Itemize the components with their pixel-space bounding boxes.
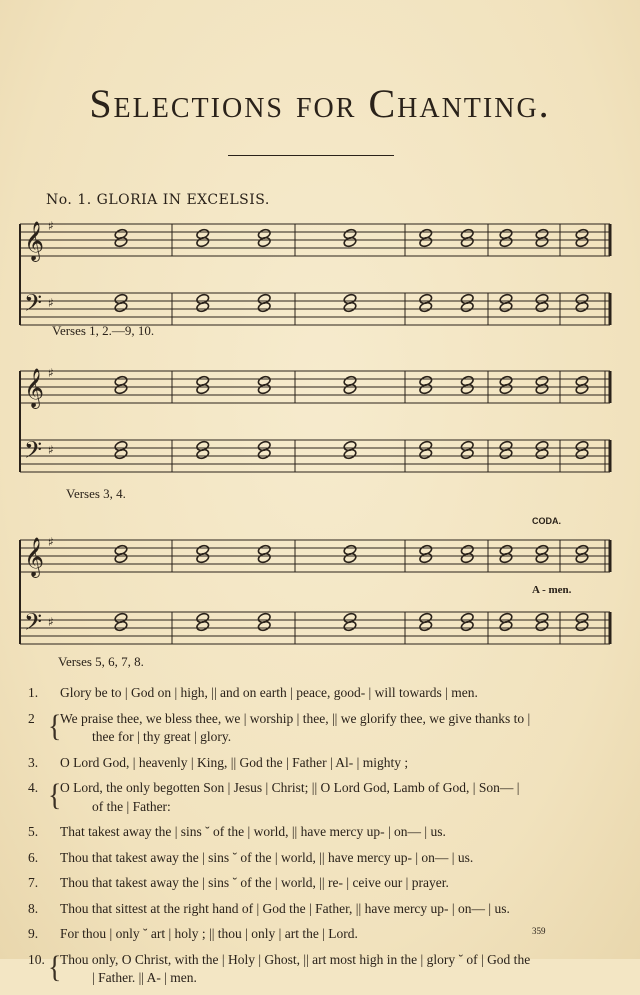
verse-1: [28, 684, 618, 703]
verse-text: Glory be to | God on | high, || and on earth | peace, good- | will towards | men.: [60, 685, 478, 700]
bass-clef-icon: 𝄢: [24, 608, 43, 641]
bass-clef-icon: 𝄢: [24, 289, 43, 322]
verse-text: Thou that takest away the | sins ˘ of the | world, || re- | ceive our | prayer.: [60, 875, 449, 890]
sharp-icon: ♯: [48, 443, 54, 457]
sharp-icon: ♯: [48, 615, 54, 629]
brace-icon: {: [48, 708, 62, 743]
verse-continuation: thee for | thy great | glory.: [92, 729, 232, 744]
sharp-icon: ♯: [48, 296, 54, 310]
verse-number: 6.: [28, 849, 39, 865]
verse-continuation: of the | Father:: [92, 798, 171, 814]
verse-label-1: Verses 1, 2.—9, 10.: [52, 323, 155, 338]
treble-clef-icon: 𝄞: [24, 368, 45, 408]
page-number: 359: [532, 926, 546, 936]
verse-number: 3.: [28, 754, 39, 770]
verse-text: Thou only, O Christ, with the | Holy | Ghost, || art most high in the | glory ˘ of | God the: [60, 951, 531, 967]
verse-text: That takest away the | sins ˘ of the | world, || have mercy up- | on— | us.: [60, 824, 446, 839]
verse-number: 5.: [28, 824, 39, 839]
amen-lyric: A - men.: [532, 584, 572, 596]
verse-10: [28, 951, 618, 988]
treble-clef-icon: 𝄞: [24, 221, 45, 261]
verse-number: 8.: [28, 900, 39, 916]
verse-continuation: | Father. || A- | men.: [92, 970, 197, 985]
verse-9: [28, 925, 618, 944]
verse-label-3: Verses 5, 6, 7, 8.: [58, 654, 144, 669]
verse-text: Thou that takest away the | sins ˘ of the | world, || have mercy up- | on— | us.: [60, 849, 474, 865]
treble-clef-icon: 𝄞: [24, 537, 45, 577]
verse-label-2: Verses 3, 4.: [66, 486, 126, 501]
verse-5: [28, 823, 618, 842]
verse-6: [28, 849, 618, 868]
sharp-icon: ♯: [48, 219, 54, 233]
verse-number: 1.: [28, 685, 39, 700]
brace-icon: {: [48, 949, 62, 984]
verse-3: [28, 754, 618, 773]
verse-2: [28, 710, 618, 747]
verse-text: For thou | only ˘ art | holy ; || thou | only | art the | Lord.: [60, 926, 358, 941]
chant-text: [28, 684, 618, 995]
verse-text: We praise thee, we bless thee, we | worship | thee, || we glorify thee, we give thanks to |: [60, 710, 531, 726]
verse-number: 9.: [28, 926, 39, 941]
verse-number: 10.: [28, 951, 45, 967]
page-title: Selections for Chanting.: [89, 81, 551, 126]
verse-number: 4.: [28, 780, 39, 795]
verse-text: Thou that sittest at the right hand of | God the | Father, || have mercy up- | on— | us.: [60, 900, 510, 916]
bass-clef-icon: 𝄢: [24, 436, 43, 469]
verse-text: O Lord God, | heavenly | King, || God the | Father | Al- | mighty ;: [60, 754, 409, 770]
verse-number: 7.: [28, 875, 39, 890]
verse-4: [28, 779, 618, 816]
verse-8: [28, 900, 618, 919]
verse-7: [28, 874, 618, 893]
brace-icon: {: [48, 778, 62, 813]
coda-label: CODA.: [532, 516, 561, 526]
verse-number: 2: [28, 710, 35, 726]
section-heading: No. 1. GLORIA IN EXCELSIS.: [46, 192, 270, 208]
verse-text: O Lord, the only begotten Son | Jesus | Christ; || O Lord God, Lamb of God, | Son— |: [60, 780, 520, 795]
sharp-icon: ♯: [48, 366, 54, 380]
sharp-icon: ♯: [48, 535, 54, 549]
